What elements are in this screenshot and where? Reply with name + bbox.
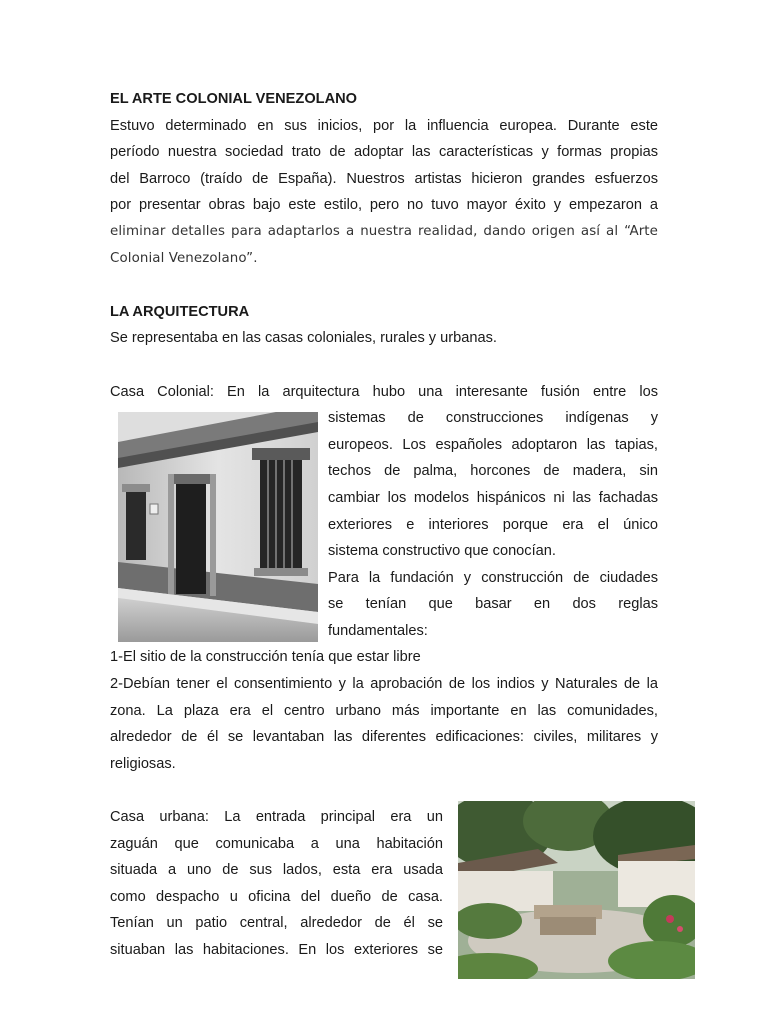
intro-line: del Barroco (traído de España). Nuestros artistas hicieron grandes esfuerzos [110,170,658,187]
architecture-heading: LA ARQUITECTURA [110,303,250,320]
colonial-line: fundamentales: [328,622,428,639]
rule-line: 2-Debían tener el consentimiento y la aprobación de los indios y Naturales de la [110,676,658,693]
rule-line: alrededor de él se levantaban las diferentes edificaciones: civiles, militares y [110,729,658,746]
colonial-line: exteriores e interiores porque era el único [328,516,658,533]
colonial-first-line: Casa Colonial: En la arquitectura hubo una interesante fusión entre los [110,383,658,400]
colonial-line: europeos. Los españoles adoptaron las tapias, [328,436,658,453]
colonial-line: sistemas de construcciones indígenas y [328,410,658,427]
intro-line: período nuestra sociedad trato de adoptar las características y formas propias [110,144,658,161]
intro-line: por presentar obras bajo este estilo, pero no tuvo mayor éxito y empezaron a [110,197,658,214]
document-title: EL ARTE COLONIAL VENEZOLANO [110,91,358,107]
colonial-line: se tenían que basar en dos reglas [328,596,658,613]
rule-line: zona. La plaza era el centro urbano más importante en las comunidades, [110,702,658,719]
colonial-line: techos de palma, horcones de madera, sin [328,463,658,480]
colonial-line: Para la fundación y construcción de ciudades [328,569,658,586]
intro-line: eliminar detalles para adaptarlos a nuestra realidad, dando origen así al “Arte [110,223,658,239]
colonial-line: cambiar los modelos hispánicos ni las fachadas [328,489,658,506]
architecture-intro: Se representaba en las casas coloniales, rurales y urbanas. [110,330,497,347]
urbana-line: situada a uno de sus lados, esta era usada [110,862,443,879]
patio-photo [458,801,695,979]
urbana-line: como despacho u oficina del dueño de casa. [110,888,443,905]
urbana-line: situaban las habitaciones. En los exteriores se [110,942,443,958]
intro-line: Colonial Venezolano”. [110,250,258,266]
colonial-line: sistema constructivo que conocían. [328,543,556,560]
intro-line: Estuvo determinado en sus inicios, por la influencia europea. Durante este [110,117,658,134]
urbana-line: Tenían un patio central, alrededor de él se [110,915,443,932]
colonial-house-photo [118,412,318,642]
urbana-line: zaguán que comunicaba a una habitación [110,835,443,852]
urbana-line: Casa urbana: La entrada principal era un [110,809,443,826]
rule-line: 1-El sitio de la construcción tenía que estar libre [110,649,421,666]
rule-line: religiosas. [110,755,176,772]
